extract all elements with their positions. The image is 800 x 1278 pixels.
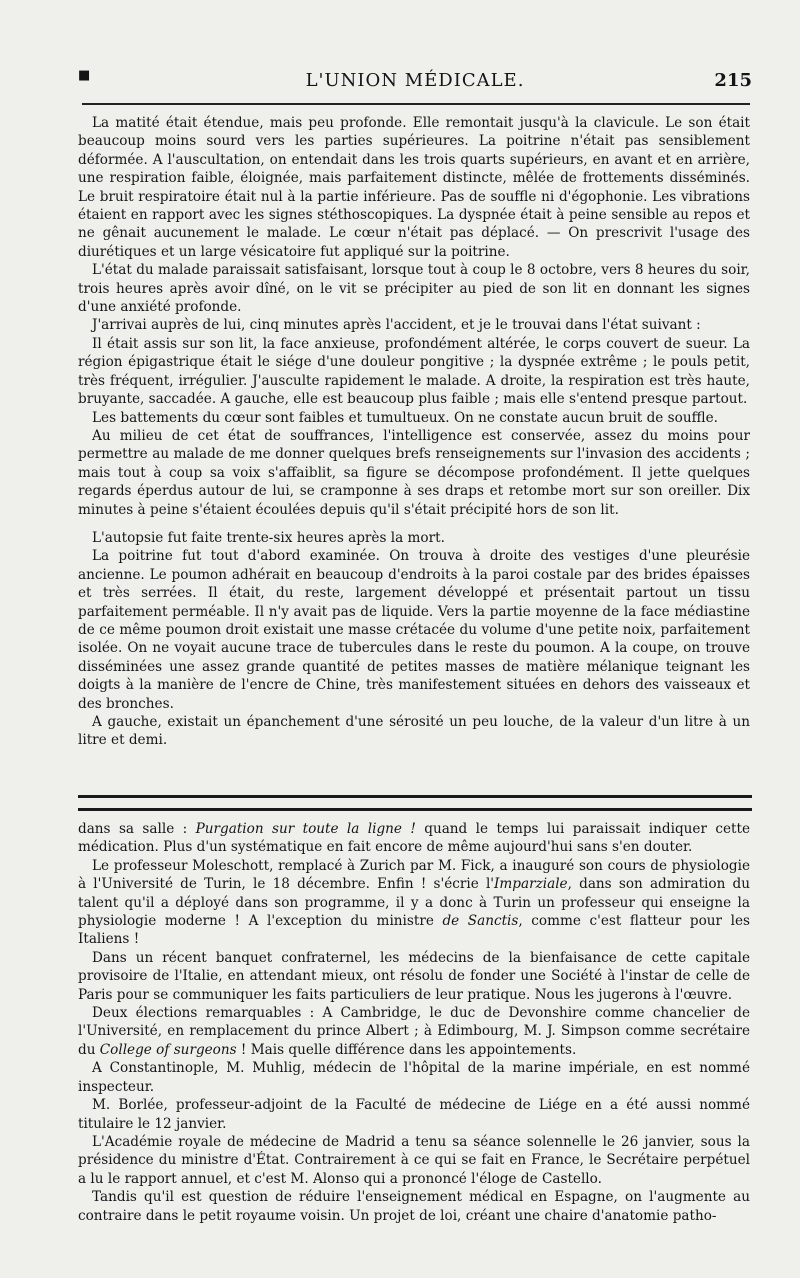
header-mark: ■ (78, 68, 91, 83)
header-rule (82, 103, 750, 105)
section-divider (78, 795, 752, 811)
paragraph: A gauche, existait un épanchement d'une sérosité un peu louche, de la valeur d'un litre à un litre et demi. (78, 714, 750, 749)
paragraph: L'Académie royale de médecine de Madrid a tenu sa séance solennelle le 26 janvier, sous la présidence du ministre d'État. Contrairement à ce qui se fait en France, le Secrétaire perpétuel a lu le rapport annuel, et c'est M. Alonso qui a prononcé l'éloge de Castello. (78, 1133, 750, 1187)
paragraph: Dans un récent banquet confraternel, les médecins de la bienfaisance de cette capitale provisoire de l'Italie, en attendant mieux, ont résolu de fonder une Société à l'instar de celle de Paris pour se communiquer les faits particuliers de leur pratique. Nous les jugerons à l'œuvre. (78, 949, 750, 1003)
paragraph: La matité était étendue, mais peu profonde. Elle remontait jusqu'à la clavicule. Le son était beaucoup moins sourd vers les parties supérieures. La poitrine n'était pas sensiblement déformée. A l'auscultation, on entendait dans les trois quarts supérieurs, en avant et en arrière, une respiration faible, éloignée, mais parfaitement distincte, mêlée de frottements disséminés. Le bruit respiratoire était nul à la partie inférieure. Pas de souffle ni d'égophonie. Les vibrations étaient en rapport avec les signes stéthoscopiques. La dyspnée était à peine sensible au repos et ne gênait aucunement le malade. Le cœur n'était pas déplacé. — On prescrivit l'usage des diurétiques et un large vésicatoire fut appliqué sur la poitrine. (78, 115, 750, 260)
paragraph (78, 820, 750, 857)
paragraph: L'autopsie fut faite trente-six heures après la mort. (92, 529, 445, 546)
paragraph: Tandis qu'il est question de réduire l'enseignement médical en Espagne, on l'augmente au contraire dans le petit royaume voisin. Un projet de loi, créant une chaire d'anatomie patho- (78, 1189, 750, 1224)
paragraph (78, 1004, 750, 1059)
text-run: ! Mais quelle différence dans les appointements. (236, 1041, 577, 1058)
italic-text: College of surgeons (99, 1041, 237, 1058)
journal-title: L'UNION MÉDICALE. (305, 70, 525, 91)
paragraph: Les battements du cœur sont faibles et tumultueux. On ne constate aucun bruit de souffle. (92, 409, 718, 426)
running-header (78, 68, 752, 98)
italic-text: Imparziale (494, 876, 568, 893)
paragraph (78, 857, 750, 949)
news-section (78, 820, 750, 1225)
article-section (78, 114, 750, 750)
paragraph: Au milieu de cet état de souffrances, l'intelligence est conservée, assez du moins pour permettre au malade de me donner quelques brefs renseignements sur l'invasion des accidents ; mais tout à coup sa voix s'affaiblit, sa figure se décompose profondément. Il jette quelques regards éperdus autour de lui, se cramponne à ses draps et retombe mort sur son oreiller. Dix minutes à peine s'étaient écoulées depuis qu'il s'était précipité hors de son lit. (78, 427, 750, 518)
text-run: Deux élections remarquables : A Cambridge, le duc de Devonshire comme chancelier de l'Université, en remplacement du prince Albert ; à Edimbourg, M. J. Simpson comme secrétaire du (78, 1005, 750, 1058)
paragraph: Il était assis sur son lit, la face anxieuse, profondément altérée, le corps couvert de sueur. La région épigastrique était le siége d'une douleur pongitive ; la dyspnée extrême ; le pouls petit, très fréquent, irrégulier. J'ausculte rapidement le malade. A droite, la respiration est très haute, bruyante, saccadée. A gauche, elle est beaucoup plus faible ; mais elle s'entend presque partout. (78, 335, 750, 408)
paragraph: L'état du malade paraissait satisfaisant, lorsque tout à coup le 8 octobre, vers 8 heures du soir, trois heures après avoir dîné, on le vit se précipiter au pied de son lit en donnant les signes d'une anxiété profonde. (78, 262, 750, 316)
page-number: 215 (714, 70, 752, 91)
paragraph: A Constantinople, M. Muhlig, médecin de l'hôpital de la marine impériale, en est nommé inspecteur. (78, 1060, 750, 1095)
paragraph: J'arrivai auprès de lui, cinq minutes après l'accident, et je le trouvai dans l'état suivant : (92, 317, 701, 334)
paragraph: M. Borlée, professeur-adjoint de la Faculté de médecine de Liége en a été aussi nommé titulaire le 12 janvier. (78, 1097, 750, 1132)
italic-text: de Sanctis (442, 913, 519, 930)
text-run: quand le temps lui paraissait indiquer cette médication. Plus d'un systématique en fait encore de même aujourd'hui sans s'en douter. (78, 821, 750, 856)
text-run: , comme c'est flatteur pour les Italiens ! (78, 913, 750, 948)
text-run: Le professeur Moleschott, remplacé à Zurich par M. Fick, a inauguré son cours de physiologie à l'Université de Turin, le 18 décembre. Enfin ! s'écrie l' (78, 857, 750, 893)
paragraph: La poitrine fut tout d'abord examinée. On trouva à droite des vestiges d'une pleurésie ancienne. Le poumon adhérait en beaucoup d'endroits à la paroi costale par des brides épaisses et très serrées. Il était, du reste, largement développé et présentait partout un tissu parfaitement perméable. Il n'y avait pas de liquide. Vers la partie moyenne de la face médiastine de ce même poumon droit existait une masse crétacée du volume d'une petite noix, parfaitement isolée. On ne voyait aucune trace de tubercules dans le reste du poumon. A la coupe, on trouve disséminées une assez grande quantité de petites masses de matière mélanique teignant les doigts à la manière de l'encre de Chine, très manifestement situées en dehors des vaisseaux et des bronches. (78, 548, 750, 712)
text-run: , dans son admiration du talent qu'il a déployé dans son programme, il y a donc à Turin un professeur qui enseigne la physiologie moderne ! A l'exception du ministre (78, 876, 750, 930)
italic-text: Purgation sur toute la ligne ! (195, 821, 416, 837)
text-run: dans sa salle : (78, 821, 196, 837)
